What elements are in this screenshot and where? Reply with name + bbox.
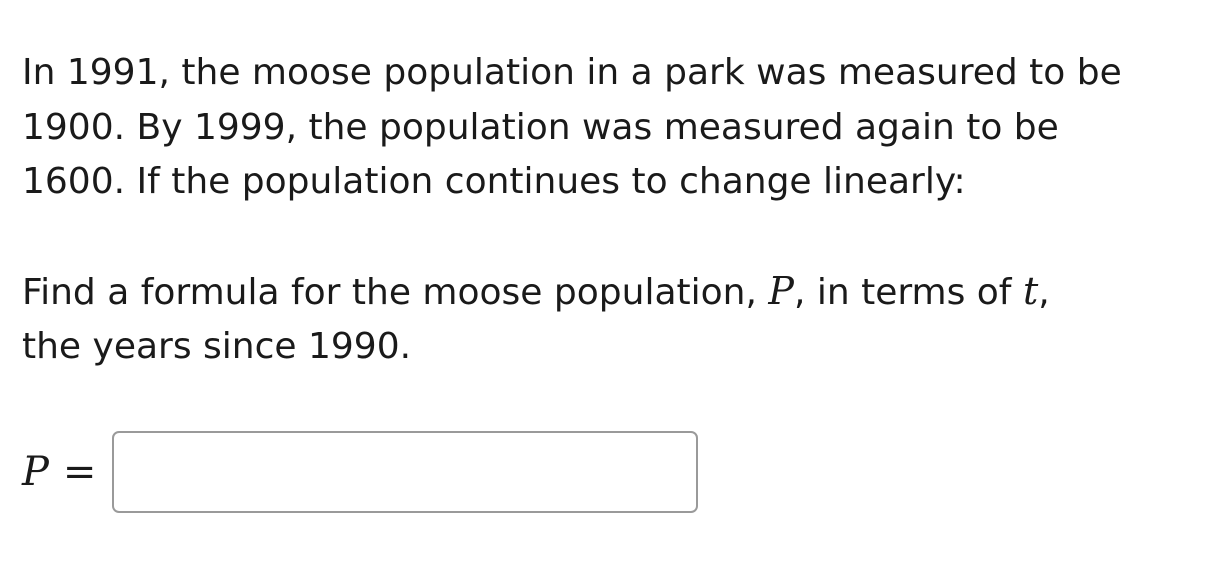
- variable-t: t: [1022, 268, 1039, 313]
- intro-line-3: 1600. If the population continues to change linearly:: [22, 161, 966, 202]
- answer-label: [22, 449, 96, 495]
- question-text-middle: , in terms of: [793, 271, 1023, 313]
- intro-line-1: In 1991, the moose population in a park was measured to be: [22, 52, 1122, 93]
- intro-paragraph: [22, 46, 1202, 210]
- variable-p: P: [768, 268, 794, 313]
- question-paragraph: [22, 264, 1202, 375]
- answer-input[interactable]: [112, 431, 698, 513]
- answer-label-equals: =: [62, 449, 97, 495]
- intro-line-2: 1900. By 1999, the population was measured again to be: [22, 106, 1059, 148]
- question-text-suffix: ,: [1038, 271, 1050, 313]
- question-text-prefix: Find a formula for the moose population,: [22, 271, 769, 313]
- answer-label-variable: P: [22, 449, 49, 495]
- problem-statement: [22, 46, 1202, 375]
- question-line-2: the years since 1990.: [22, 326, 412, 367]
- answer-row: [22, 428, 698, 516]
